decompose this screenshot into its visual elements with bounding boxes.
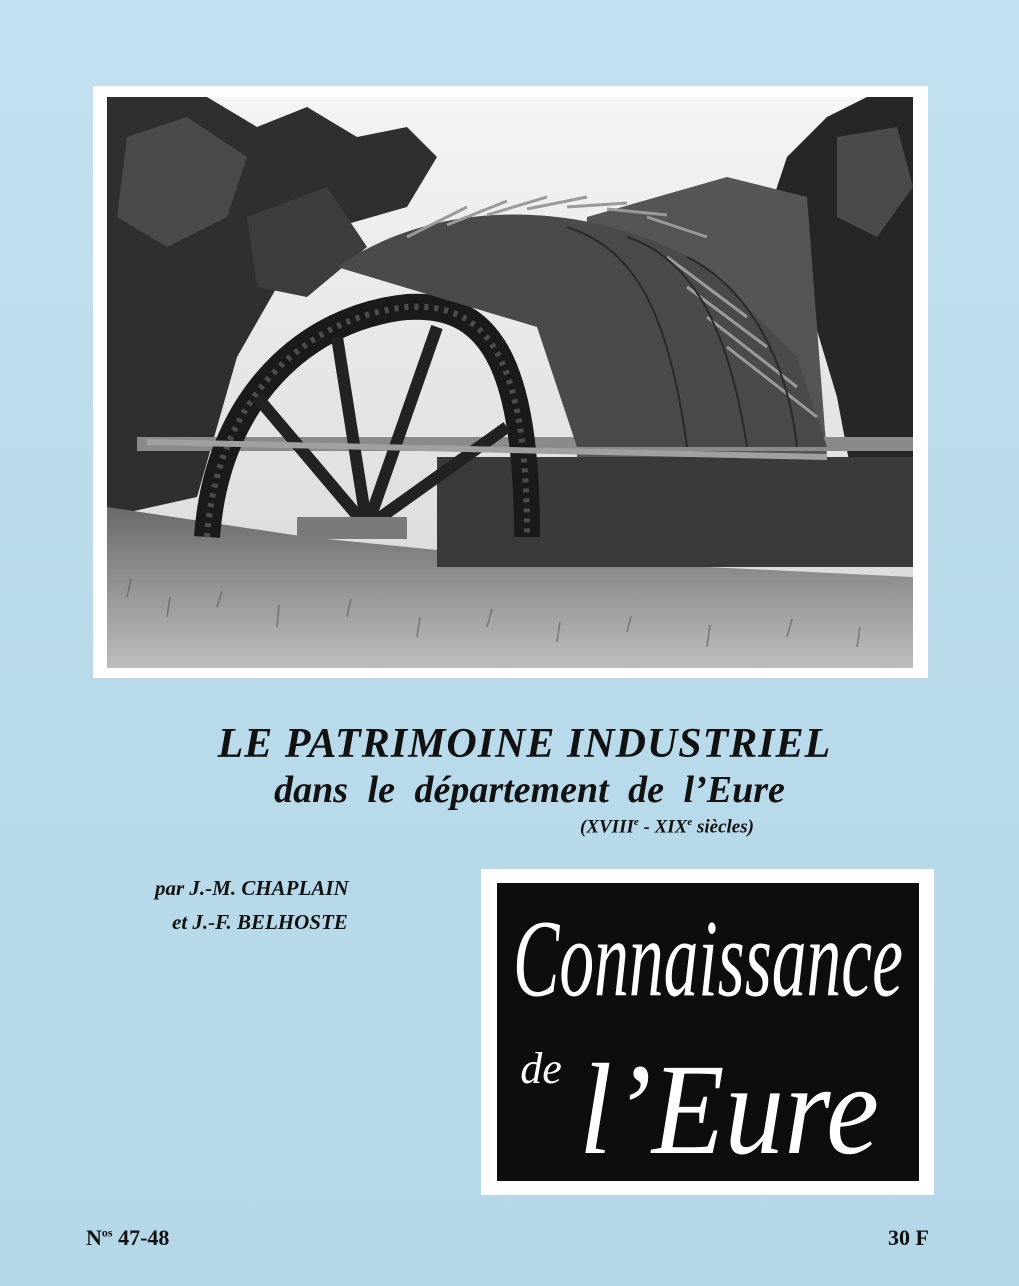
author-line-2: et J.-F. BELHOSTE: [172, 910, 348, 934]
masthead-de: de: [520, 1044, 562, 1093]
masthead-line-1: Connaissance: [513, 897, 903, 1020]
waterwheel-photo: [107, 97, 913, 668]
period-mid: - XIX: [638, 816, 688, 838]
period-sup-2: e: [687, 816, 693, 828]
period-sup-1: e: [633, 816, 639, 828]
author-line-1: par J.-M. CHAPLAIN: [155, 876, 349, 900]
issue-prefix: N: [86, 1225, 102, 1250]
period-open: (XVIII: [580, 816, 634, 838]
masthead-logo: [497, 883, 919, 1181]
cover-price: 30 F: [888, 1225, 929, 1250]
period-close: siècles): [692, 816, 754, 838]
masthead-line-2: l’Eure: [579, 1038, 879, 1182]
cover-period: [580, 816, 754, 838]
cover-title: LE PATRIMOINE INDUSTRIEL: [217, 721, 832, 767]
cover-subtitle: dans le département de l’Eure: [274, 769, 785, 811]
issue-sup: os: [101, 1225, 113, 1240]
issue-value: 47-48: [112, 1225, 170, 1250]
issue-number: [86, 1225, 169, 1251]
